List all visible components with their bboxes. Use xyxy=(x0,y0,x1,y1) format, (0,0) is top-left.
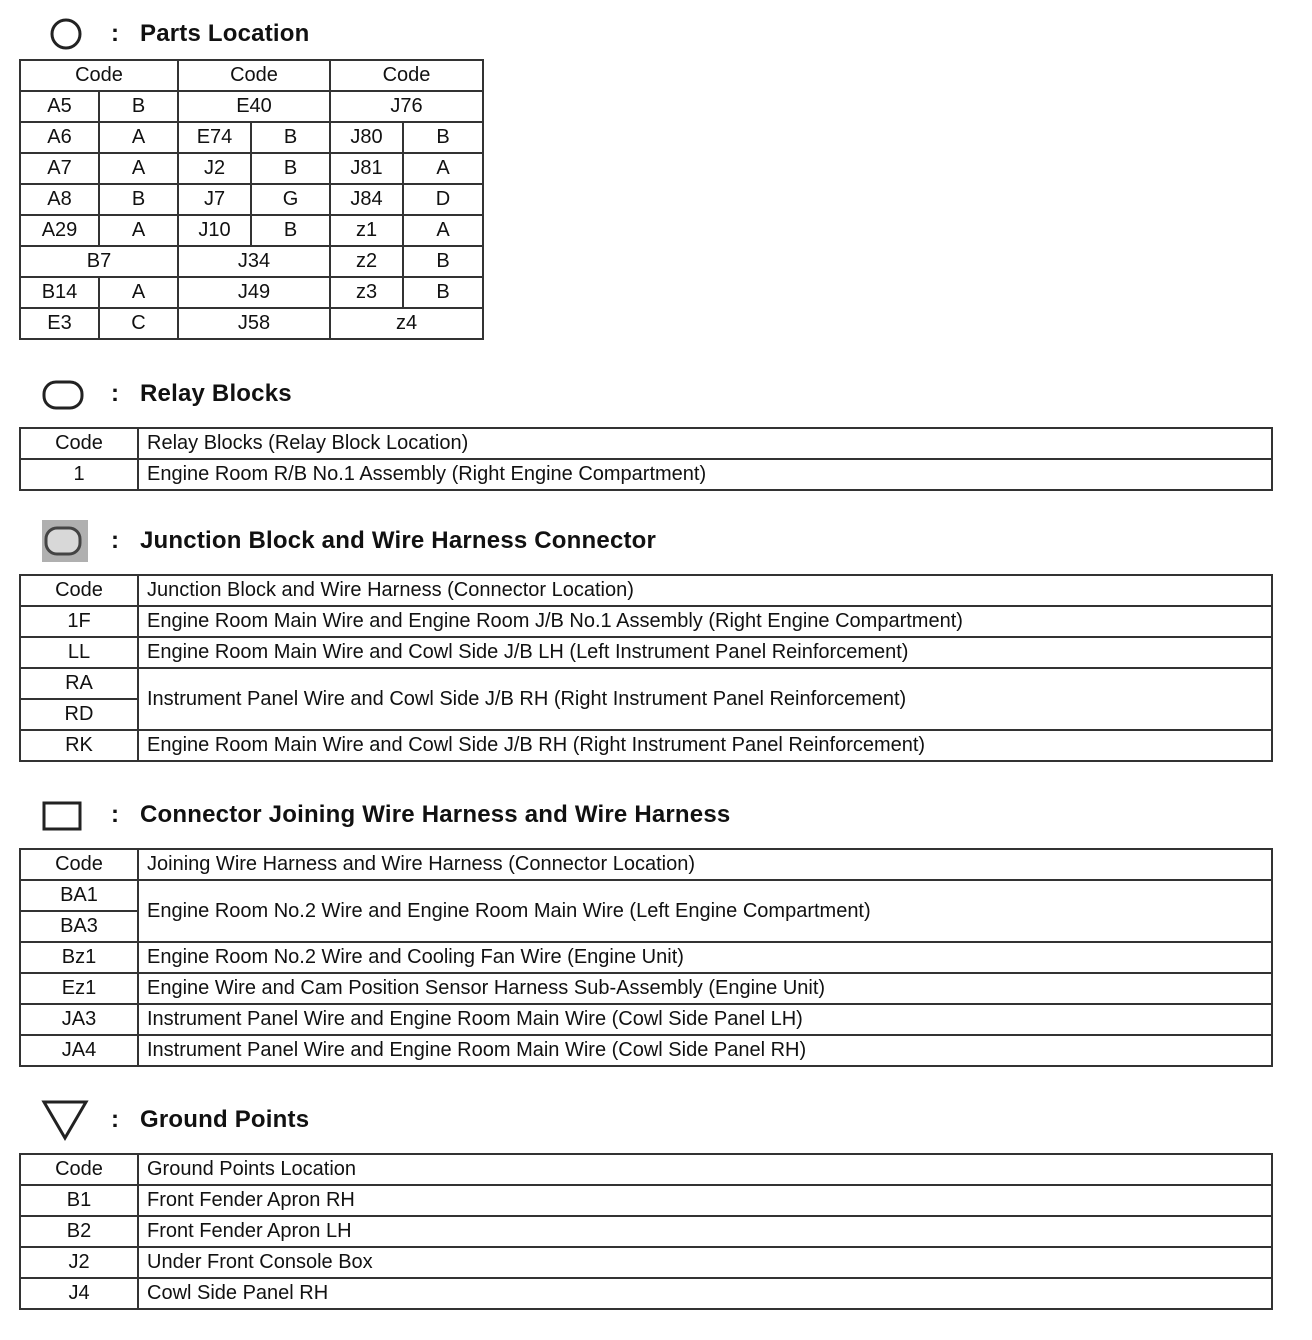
location-cell: Front Fender Apron LH xyxy=(138,1216,1272,1247)
code-cell: B xyxy=(403,246,483,277)
section-title: Junction Block and Wire Harness Connector xyxy=(140,527,657,554)
heading-colon: : xyxy=(111,1106,119,1133)
table-row xyxy=(20,730,1272,761)
circle-icon xyxy=(40,12,90,56)
code-cell: J7 xyxy=(178,184,251,215)
code-cell: E74 xyxy=(178,122,251,153)
ground-points-heading xyxy=(40,1098,309,1142)
code-cell: J34 xyxy=(178,246,330,277)
header-cell: Code xyxy=(20,1154,138,1185)
ground-points-table xyxy=(19,1153,1273,1310)
section-title: Parts Location xyxy=(140,20,310,47)
code-cell: A xyxy=(99,215,178,246)
table-row xyxy=(20,184,483,215)
code-cell: B2 xyxy=(20,1216,138,1247)
code-cell: RK xyxy=(20,730,138,761)
code-cell: JA4 xyxy=(20,1035,138,1066)
connector-joining-heading xyxy=(40,793,730,837)
code-cell: Ez1 xyxy=(20,973,138,1004)
code-cell: A8 xyxy=(20,184,99,215)
code-cell: J81 xyxy=(330,153,403,184)
rounded-rect-icon xyxy=(40,372,90,416)
table-row xyxy=(20,942,1272,973)
code-cell: A7 xyxy=(20,153,99,184)
table-row xyxy=(20,637,1272,668)
table-row xyxy=(20,973,1272,1004)
code-cell: A6 xyxy=(20,122,99,153)
code-cell: J58 xyxy=(178,308,330,339)
code-cell: J80 xyxy=(330,122,403,153)
code-cell: A xyxy=(403,215,483,246)
location-cell: Engine Room Main Wire and Cowl Side J/B RH (Right Instrument Panel Reinforcement) xyxy=(138,730,1272,761)
table-header-row xyxy=(20,849,1272,880)
code-cell: J49 xyxy=(178,277,330,308)
header-cell: Code xyxy=(330,60,483,91)
code-cell: J2 xyxy=(178,153,251,184)
code-cell: A29 xyxy=(20,215,99,246)
location-cell: Front Fender Apron RH xyxy=(138,1185,1272,1216)
header-cell: Ground Points Location xyxy=(138,1154,1272,1185)
code-cell: z2 xyxy=(330,246,403,277)
code-cell: B xyxy=(99,91,178,122)
code-cell: B xyxy=(403,122,483,153)
location-cell: Instrument Panel Wire and Cowl Side J/B RH (Right Instrument Panel Reinforcement) xyxy=(138,668,1272,730)
table-row xyxy=(20,1278,1272,1309)
relay-blocks-table xyxy=(19,427,1273,491)
header-cell: Code xyxy=(20,575,138,606)
code-cell: z4 xyxy=(330,308,483,339)
section-title: Relay Blocks xyxy=(140,380,292,407)
table-row xyxy=(20,1247,1272,1278)
heading-colon: : xyxy=(111,801,119,828)
code-cell: JA3 xyxy=(20,1004,138,1035)
table-row xyxy=(20,122,483,153)
table-header-row xyxy=(20,575,1272,606)
header-cell: Junction Block and Wire Harness (Connector Location) xyxy=(138,575,1272,606)
code-cell: J76 xyxy=(330,91,483,122)
code-cell: RA xyxy=(20,668,138,699)
code-cell: A5 xyxy=(20,91,99,122)
table-header-row xyxy=(20,60,483,91)
table-row xyxy=(20,668,1272,699)
code-cell: BA3 xyxy=(20,911,138,942)
code-cell: RD xyxy=(20,699,138,730)
code-cell: J84 xyxy=(330,184,403,215)
code-cell: B xyxy=(403,277,483,308)
heading-colon: : xyxy=(111,380,119,407)
code-cell: A xyxy=(403,153,483,184)
code-cell: E3 xyxy=(20,308,99,339)
parts-location-heading xyxy=(40,12,310,56)
triangle-icon xyxy=(40,1098,90,1142)
parts-location-table xyxy=(19,59,484,340)
code-cell: B xyxy=(251,215,330,246)
code-cell: 1F xyxy=(20,606,138,637)
table-row xyxy=(20,1185,1272,1216)
square-icon xyxy=(40,793,90,837)
table-row xyxy=(20,1004,1272,1035)
table-row xyxy=(20,277,483,308)
header-cell: Relay Blocks (Relay Block Location) xyxy=(138,428,1272,459)
section-title: Connector Joining Wire Harness and Wire Harness xyxy=(140,801,731,828)
location-cell: Engine Room No.2 Wire and Engine Room Main Wire (Left Engine Compartment) xyxy=(138,880,1272,942)
header-cell: Code xyxy=(20,428,138,459)
code-cell: B xyxy=(251,122,330,153)
table-row xyxy=(20,246,483,277)
relay-blocks-heading xyxy=(40,372,292,416)
location-cell: Cowl Side Panel RH xyxy=(138,1278,1272,1309)
code-cell: z1 xyxy=(330,215,403,246)
connector-joining-table xyxy=(19,848,1273,1067)
code-cell: J10 xyxy=(178,215,251,246)
code-cell: B7 xyxy=(20,246,178,277)
location-cell: Engine Room R/B No.1 Assembly (Right Engine Compartment) xyxy=(138,459,1272,490)
header-cell: Code xyxy=(20,60,178,91)
table-row xyxy=(20,880,1272,911)
header-cell: Code xyxy=(20,849,138,880)
table-row xyxy=(20,215,483,246)
code-cell: 1 xyxy=(20,459,138,490)
code-cell: z3 xyxy=(330,277,403,308)
section-title: Ground Points xyxy=(140,1106,310,1133)
heading-colon: : xyxy=(111,20,119,47)
junction-block-heading xyxy=(40,519,656,563)
code-cell: A xyxy=(99,153,178,184)
code-cell: Bz1 xyxy=(20,942,138,973)
header-cell: Joining Wire Harness and Wire Harness (Connector Location) xyxy=(138,849,1272,880)
code-cell: G xyxy=(251,184,330,215)
code-cell: C xyxy=(99,308,178,339)
table-row xyxy=(20,153,483,184)
code-cell: B xyxy=(251,153,330,184)
code-cell: D xyxy=(403,184,483,215)
table-row xyxy=(20,91,483,122)
location-cell: Instrument Panel Wire and Engine Room Main Wire (Cowl Side Panel RH) xyxy=(138,1035,1272,1066)
code-cell: A xyxy=(99,277,178,308)
code-cell: B1 xyxy=(20,1185,138,1216)
code-cell: B14 xyxy=(20,277,99,308)
code-cell: J2 xyxy=(20,1247,138,1278)
table-header-row xyxy=(20,1154,1272,1185)
table-row xyxy=(20,1216,1272,1247)
table-row xyxy=(20,459,1272,490)
table-header-row xyxy=(20,428,1272,459)
location-cell: Instrument Panel Wire and Engine Room Main Wire (Cowl Side Panel LH) xyxy=(138,1004,1272,1035)
location-cell: Engine Room Main Wire and Engine Room J/B No.1 Assembly (Right Engine Compartment) xyxy=(138,606,1272,637)
shaded-rounded-rect-icon xyxy=(40,519,90,563)
table-row xyxy=(20,606,1272,637)
code-cell: E40 xyxy=(178,91,330,122)
location-cell: Engine Room No.2 Wire and Cooling Fan Wire (Engine Unit) xyxy=(138,942,1272,973)
code-cell: LL xyxy=(20,637,138,668)
table-row xyxy=(20,308,483,339)
code-cell: J4 xyxy=(20,1278,138,1309)
code-cell: A xyxy=(99,122,178,153)
heading-colon: : xyxy=(111,527,119,554)
junction-block-table xyxy=(19,574,1273,762)
header-cell: Code xyxy=(178,60,330,91)
code-cell: B xyxy=(99,184,178,215)
table-row xyxy=(20,1035,1272,1066)
location-cell: Engine Wire and Cam Position Sensor Harness Sub-Assembly (Engine Unit) xyxy=(138,973,1272,1004)
location-cell: Engine Room Main Wire and Cowl Side J/B LH (Left Instrument Panel Reinforcement) xyxy=(138,637,1272,668)
location-cell: Under Front Console Box xyxy=(138,1247,1272,1278)
code-cell: BA1 xyxy=(20,880,138,911)
